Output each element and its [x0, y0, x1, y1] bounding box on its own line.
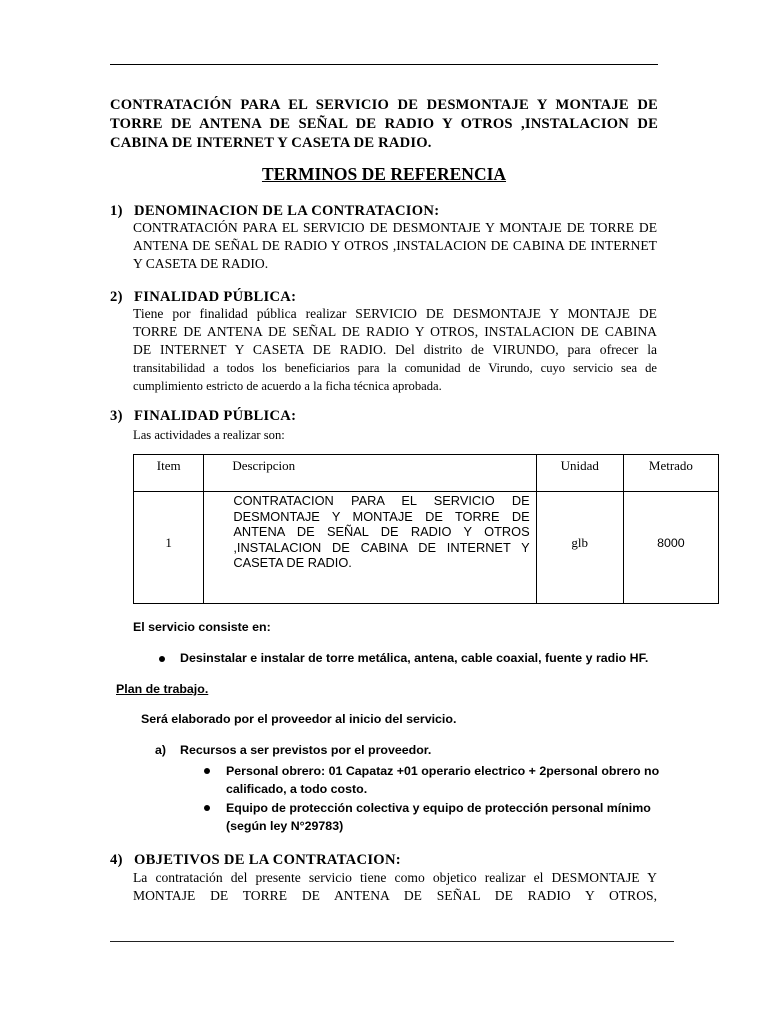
header-unit: Unidad — [536, 455, 623, 492]
section-2-continuation: transitabilidad a todos los beneficiarios para la comunidad de Virundo, cuyo servicio sea de cumplimiento estricto de acuerdo a la ficha técnica aprobada. — [133, 361, 657, 393]
section-4-line-2: MONTAJE DE TORRE DE ANTENA DE SEÑAL DE RADIO Y OTROS, — [133, 888, 657, 903]
section-4-number: 4) — [110, 852, 123, 868]
plan-label: Plan de trabajo. — [116, 682, 209, 696]
section-1-number: 1) — [110, 203, 123, 219]
section-2-line-2: TORRE DE ANTENA DE SEÑAL DE RADIO Y OTROS, INSTALACION DE CABINA — [133, 324, 657, 339]
table-header-row — [134, 455, 719, 492]
cell-item: 1 — [134, 492, 204, 604]
bullet-icon — [204, 805, 210, 811]
plan-sub-marker: a) — [155, 743, 167, 757]
header-item: Item — [134, 455, 204, 492]
service-label: El servicio consiste en: — [133, 620, 271, 634]
plan-text: Será elaborado por el proveedor al inicio del servicio. — [141, 712, 457, 726]
section-1-body: CONTRATACIÓN PARA EL SERVICIO DE DESMONTAJE Y MONTAJE DE TORRE DE ANTENA DE SEÑAL DE RADIO Y OTROS ,INSTALACION DE CABINA DE INTERNET Y CASETA DE RADIO. — [133, 220, 657, 271]
plan-bullet-2: Equipo de protección colectiva y equipo de protección personal mínimo (según ley N°29783) — [226, 801, 651, 833]
section-2-line-1: Tiene por finalidad pública realizar SERVICIO DE DESMONTAJE Y MONTAJE DE — [133, 306, 657, 321]
document-title: TERMINOS DE REFERENCIA — [261, 164, 507, 184]
plan-bullet-1: Personal obrero: 01 Capataz +01 operario electrico + 2personal obrero no calificado, a todo costo. — [226, 764, 660, 796]
cell-quantity: 8000 — [623, 492, 718, 604]
document-heading: CONTRATACIÓN PARA EL SERVICIO DE DESMONTAJE Y MONTAJE DE TORRE DE ANTENA DE SEÑAL DE RADIO Y OTROS ,INSTALACION DE CABINA DE INTERNET Y CASETA DE RADIO. — [110, 97, 658, 151]
section-3-number: 3) — [110, 408, 123, 424]
section-2-line-3: DE INTERNET Y CASETA DE RADIO. Del distrito de VIRUNDO, para ofrecer la — [133, 342, 657, 357]
header-description: Descripcion — [204, 455, 536, 492]
plan-sub-label: Recursos a ser previstos por el proveedor. — [180, 743, 432, 757]
bullet-icon — [159, 656, 165, 662]
section-2-heading — [110, 289, 296, 306]
section-4-title: OBJETIVOS DE LA CONTRATACION: — [134, 852, 401, 868]
section-3-intro: Las actividades a realizar son: — [133, 428, 285, 442]
bottom-divider — [110, 941, 674, 942]
section-2-title: FINALIDAD PÚBLICA: — [134, 289, 297, 305]
section-2-number: 2) — [110, 289, 123, 305]
section-4-body — [133, 869, 657, 905]
bullet-icon — [204, 768, 210, 774]
header-quantity: Metrado — [623, 455, 718, 492]
section-3-title: FINALIDAD PÚBLICA: — [134, 408, 297, 424]
section-4-heading — [110, 852, 401, 869]
section-3-heading — [110, 408, 296, 425]
table-row — [134, 492, 719, 604]
section-1-heading — [110, 203, 439, 220]
cell-unit: glb — [536, 492, 623, 604]
top-divider — [110, 64, 658, 65]
cell-description: CONTRATACION PARA EL SERVICIO DE DESMONTAJE Y MONTAJE DE TORRE DE ANTENA DE SEÑAL DE RADIO Y OTROS ,INSTALACION DE CABINA DE INTERNET Y CASETA DE RADIO. — [204, 492, 536, 604]
service-bullet-text: Desinstalar e instalar de torre metálica, antena, cable coaxial, fuente y radio HF. — [180, 651, 649, 665]
activities-table — [133, 454, 719, 604]
section-2-body — [133, 305, 657, 395]
section-1-title: DENOMINACION DE LA CONTRATACION: — [134, 203, 440, 219]
section-4-line-1: La contratación del presente servicio tiene como objetico realizar el DESMONTAJE Y — [133, 870, 657, 885]
